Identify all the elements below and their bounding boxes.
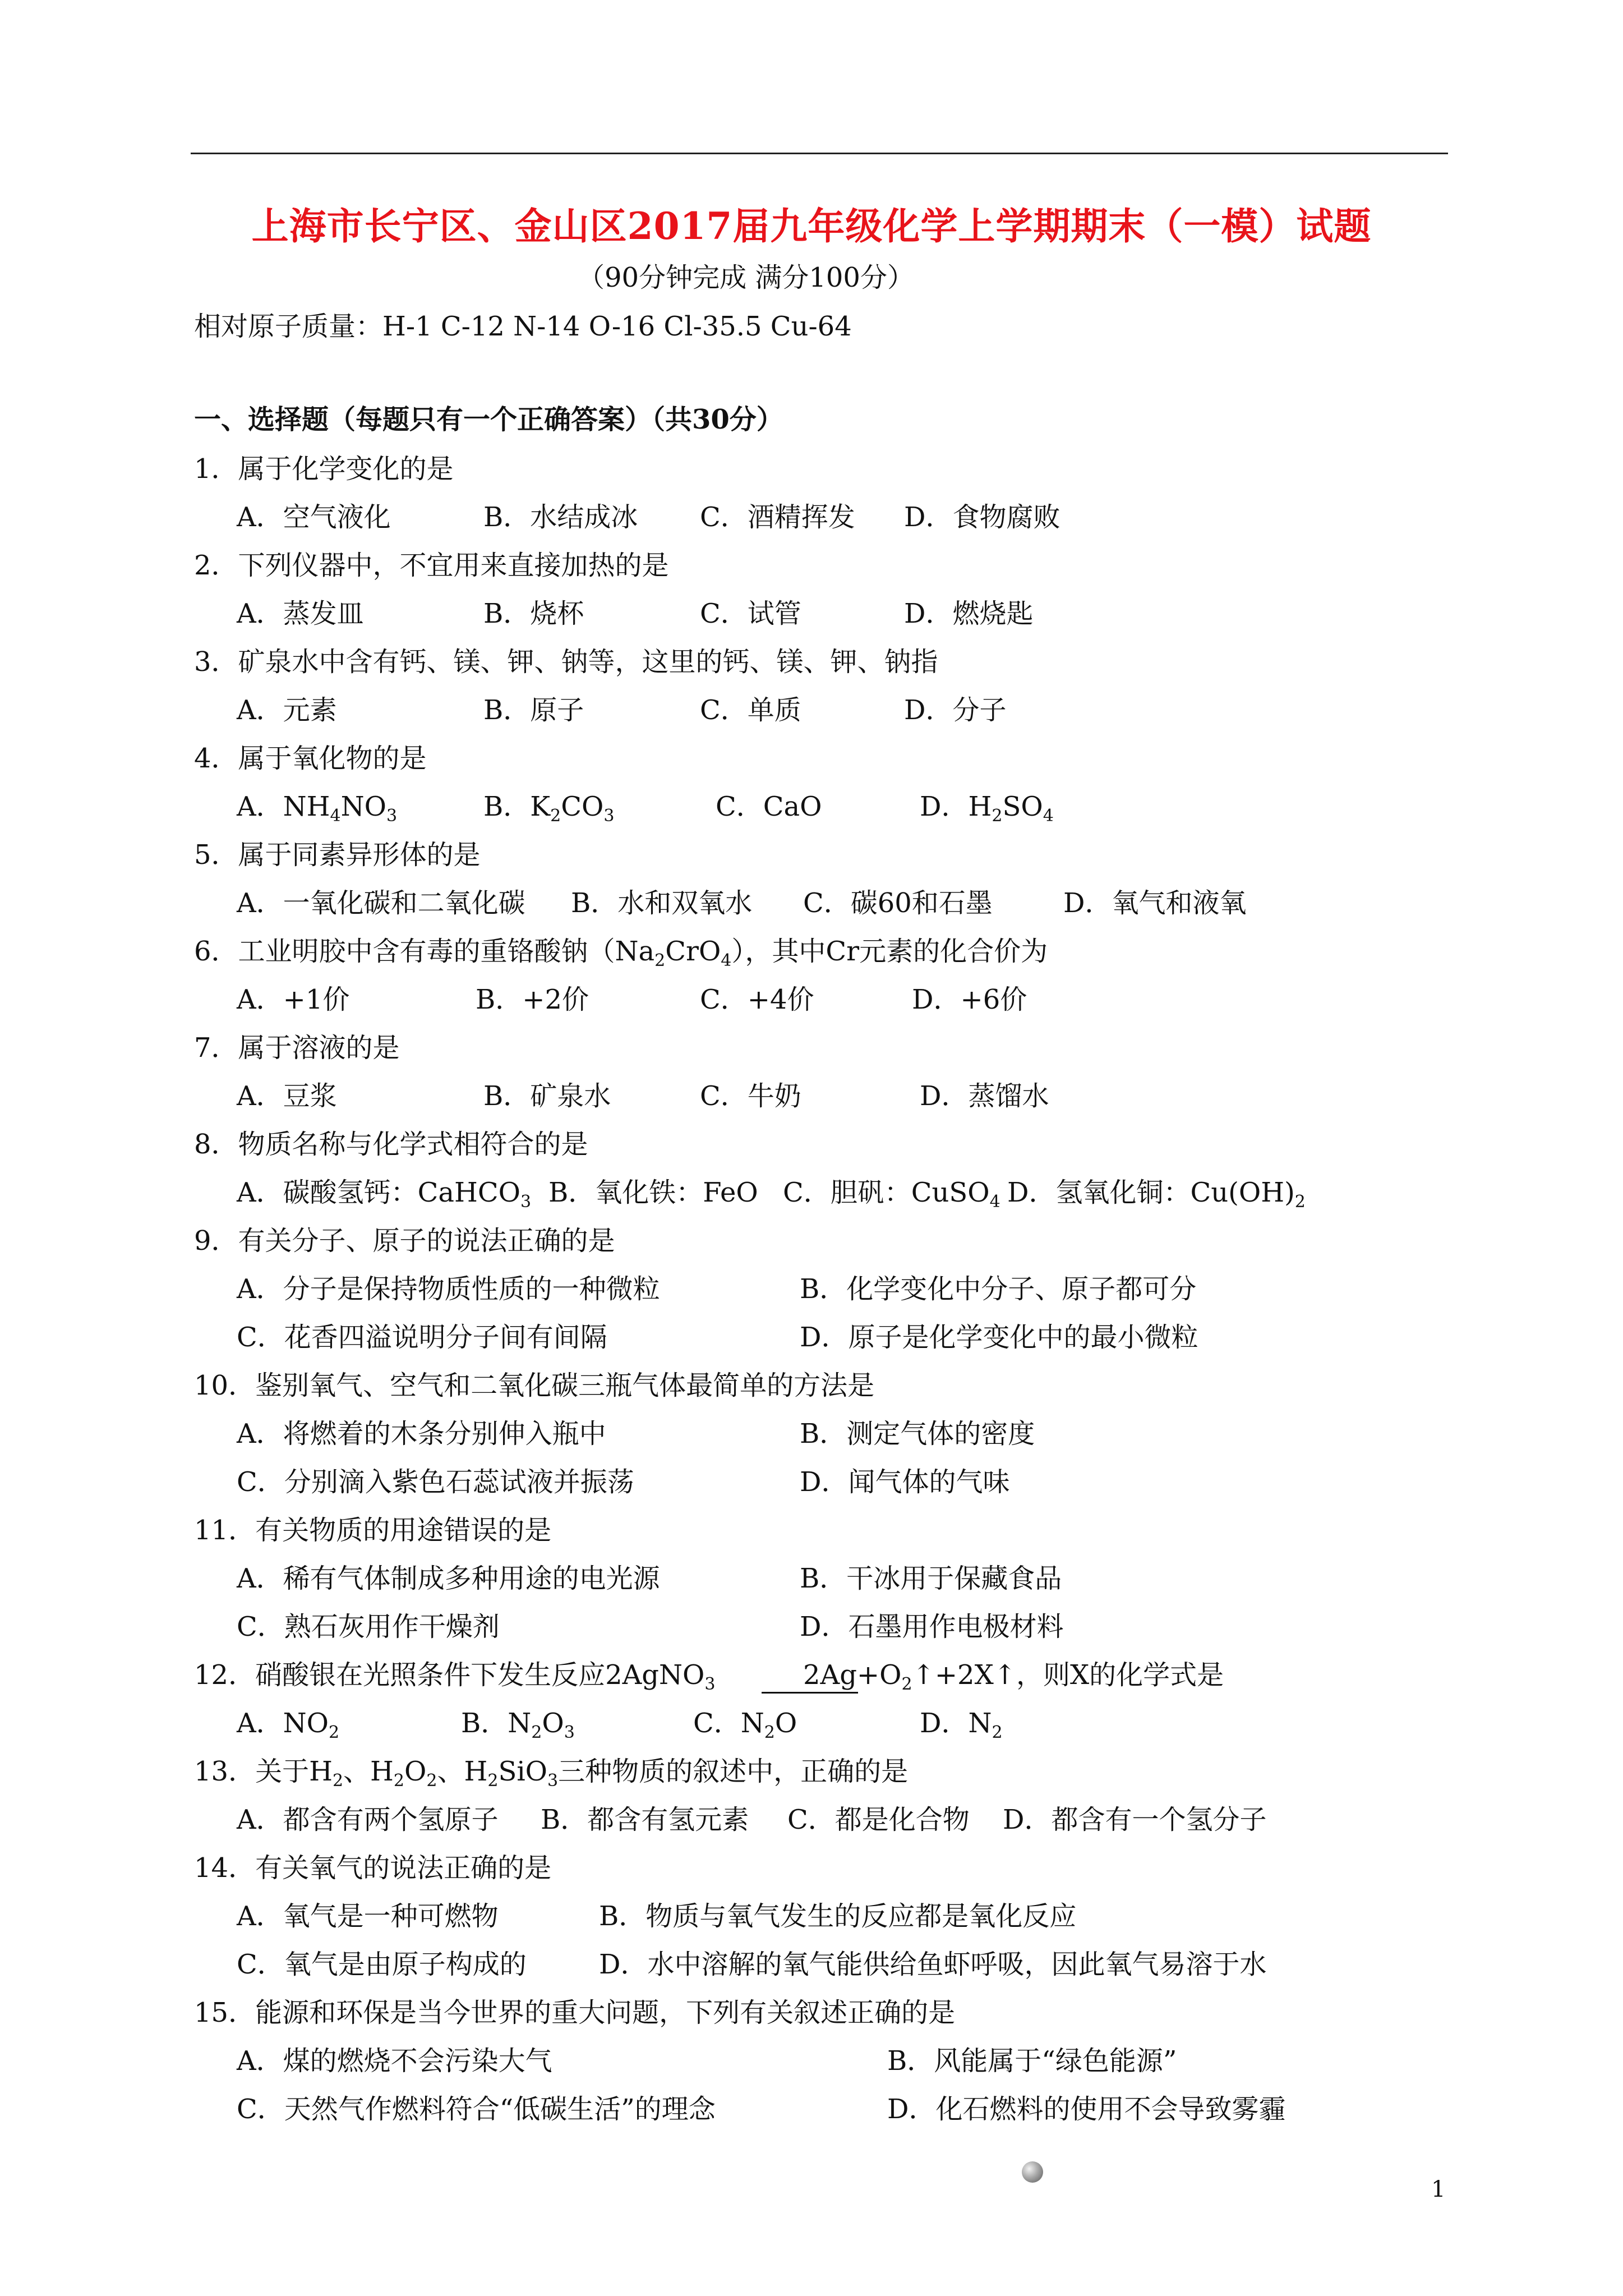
option-b: B．矿泉水: [483, 1080, 611, 1112]
question-stem: 1．属于化学变化的是: [194, 453, 454, 485]
option-b: B．烧杯: [483, 598, 584, 629]
option-c: C．氧气是由原子构成的: [237, 1949, 527, 1980]
time-note: （90分钟完成 满分100分）: [578, 262, 914, 293]
atomic-mass-line: 相对原子质量：H-1 C-12 N-14 O-16 Cl-35.5 Cu-64: [194, 311, 852, 342]
option-a: A．空气液化: [237, 501, 391, 533]
option-d: D．水中溶解的氧气能供给鱼虾呼吸，因此氧气易溶于水: [599, 1949, 1267, 1980]
question-stem: 2．下列仪器中，不宜用来直接加热的是: [194, 550, 669, 581]
option-c: C．$N_2O$: [693, 1708, 797, 1742]
option-a: A．将燃着的木条分别伸入瓶中: [237, 1418, 606, 1450]
option-d: D．石墨用作电极材料: [800, 1611, 1064, 1642]
option-c: C．CaO: [716, 791, 822, 822]
question-stem: 4．属于氧化物的是: [194, 743, 427, 774]
question-stem: 6．工业明胶中含有毒的重铬酸钠$(Na_2CrO_4)$，其中Cr元素的化合价为: [194, 936, 1048, 970]
question-stem: 3．矿泉水中含有钙、镁、钾、钠等，这里的钙、镁、钾、钠指: [194, 646, 938, 678]
question-stem: 12．硝酸银在光照条件下发生反应2AgNO$_3$: [194, 1659, 716, 1694]
question-stem: 7．属于溶液的是: [194, 1032, 400, 1064]
option-a: A．$NO_2$: [237, 1708, 340, 1742]
page-number: 1: [1431, 2177, 1446, 2202]
option-a: A．元素: [237, 694, 337, 726]
question-stem: 10．鉴别氧气、空气和二氧化碳三瓶气体最简单的方法是: [194, 1370, 875, 1401]
option-d: D．蒸馏水: [920, 1080, 1049, 1112]
option-d: D．$N_2$: [920, 1708, 1003, 1742]
option-b: B．+2价: [476, 984, 589, 1015]
question-stem: 14．有关氧气的说法正确的是: [194, 1852, 552, 1884]
option-d: D．闻气体的气味: [800, 1466, 1010, 1498]
option-b: B．物质与氧气发生的反应都是氧化反应: [599, 1901, 1077, 1932]
reaction-condition-line: [762, 1692, 858, 1694]
decorative-sphere: [1022, 2161, 1043, 2183]
question-stem: 5．属于同素异形体的是: [194, 839, 481, 871]
option-a: A．氧气是一种可燃物: [237, 1901, 499, 1932]
option-a: A．一氧化碳和二氧化碳: [237, 887, 525, 919]
question-stem: 13．关于$H_2$、$H_2O_2$、$H_2SiO_3$三种物质的叙述中，正确的是: [194, 1756, 909, 1791]
option-d: D．分子: [904, 694, 1007, 726]
option-c: C．+4价: [700, 984, 814, 1015]
option-d: D．化石燃料的使用不会导致雾霾: [887, 2093, 1286, 2125]
option-d: D．原子是化学变化中的最小微粒: [800, 1322, 1198, 1353]
option-b: B．测定气体的密度: [800, 1418, 1035, 1450]
option-c: C．酒精挥发: [700, 501, 855, 533]
option-c: C．天然气作燃料符合“低碳生活”的理念: [237, 2093, 716, 2125]
option-a: A．都含有两个氢原子: [237, 1804, 499, 1835]
option-a: A．煤的燃烧不会污染大气: [237, 2045, 552, 2077]
option-b: B．化学变化中分子、原子都可分: [800, 1273, 1197, 1305]
option-c: C．牛奶: [700, 1080, 801, 1112]
option-b: B．氧化铁：FeO: [548, 1177, 758, 1208]
option-b: B．原子: [483, 694, 584, 726]
option-a: A．豆浆: [237, 1080, 337, 1112]
question-stem: 9．有关分子、原子的说法正确的是: [194, 1225, 615, 1257]
question-stem-product: $2Ag+O_2↑+2X↑$，则X的化学式是: [803, 1659, 1224, 1694]
option-d: D．燃烧匙: [904, 598, 1034, 629]
option-b: B．水和双氧水: [571, 887, 753, 919]
header-rule: [191, 153, 1448, 154]
option-a: A．+1价: [237, 984, 350, 1015]
option-a: A．碳酸氢钙：CaHCO$_3$: [237, 1177, 532, 1212]
option-c: C．单质: [700, 694, 801, 726]
option-d: D．+6价: [912, 984, 1027, 1015]
option-b: B．干冰用于保藏食品: [800, 1563, 1062, 1594]
option-c: C．都是化合物: [787, 1804, 970, 1835]
question-stem: 15．能源和环保是当今世界的重大问题，下列有关叙述正确的是: [194, 1997, 956, 2028]
option-b: B．都含有氢元素: [541, 1804, 749, 1835]
option-d: D．$H_2SO_4$: [920, 791, 1054, 826]
option-b: B．$N_2O_3$: [461, 1708, 575, 1742]
option-b: B．风能属于“绿色能源”: [887, 2045, 1177, 2077]
option-c: C．试管: [700, 598, 801, 629]
option-c: C．花香四溢说明分子间有间隔: [237, 1322, 607, 1353]
option-a: A．蒸发皿: [237, 598, 364, 629]
option-d: D．食物腐败: [904, 501, 1061, 533]
option-d: D．氢氧化铜：$Cu(OH)_2$: [1007, 1177, 1306, 1212]
question-stem: 11．有关物质的用途错误的是: [194, 1515, 552, 1546]
option-b: B．水结成冰: [483, 501, 638, 533]
option-c: C．胆矾：CuSO$_4$: [783, 1177, 1000, 1212]
option-a: A．分子是保持物质性质的一种微粒: [237, 1273, 660, 1305]
option-a: A．稀有气体制成多种用途的电光源: [237, 1563, 660, 1594]
option-c: C．熟石灰用作干燥剂: [237, 1611, 500, 1642]
option-b: B．$K_2CO_3$: [483, 791, 615, 826]
option-a: A．$NH_4NO_3$: [237, 791, 398, 826]
option-d: D．氧气和液氧: [1063, 887, 1247, 919]
option-c: C．分别滴入紫色石蕊试液并振荡: [237, 1466, 634, 1498]
option-c: C．碳60和石墨: [803, 887, 993, 919]
option-d: D．都含有一个氢分子: [1003, 1804, 1267, 1835]
question-stem: 8．物质名称与化学式相符合的是: [194, 1129, 588, 1160]
page-title: 上海市长宁区、金山区2017届九年级化学上学期期末（一模）试题: [251, 204, 1372, 248]
section-heading: 一、选择题（每题只有一个正确答案）（共30分）: [194, 404, 783, 435]
